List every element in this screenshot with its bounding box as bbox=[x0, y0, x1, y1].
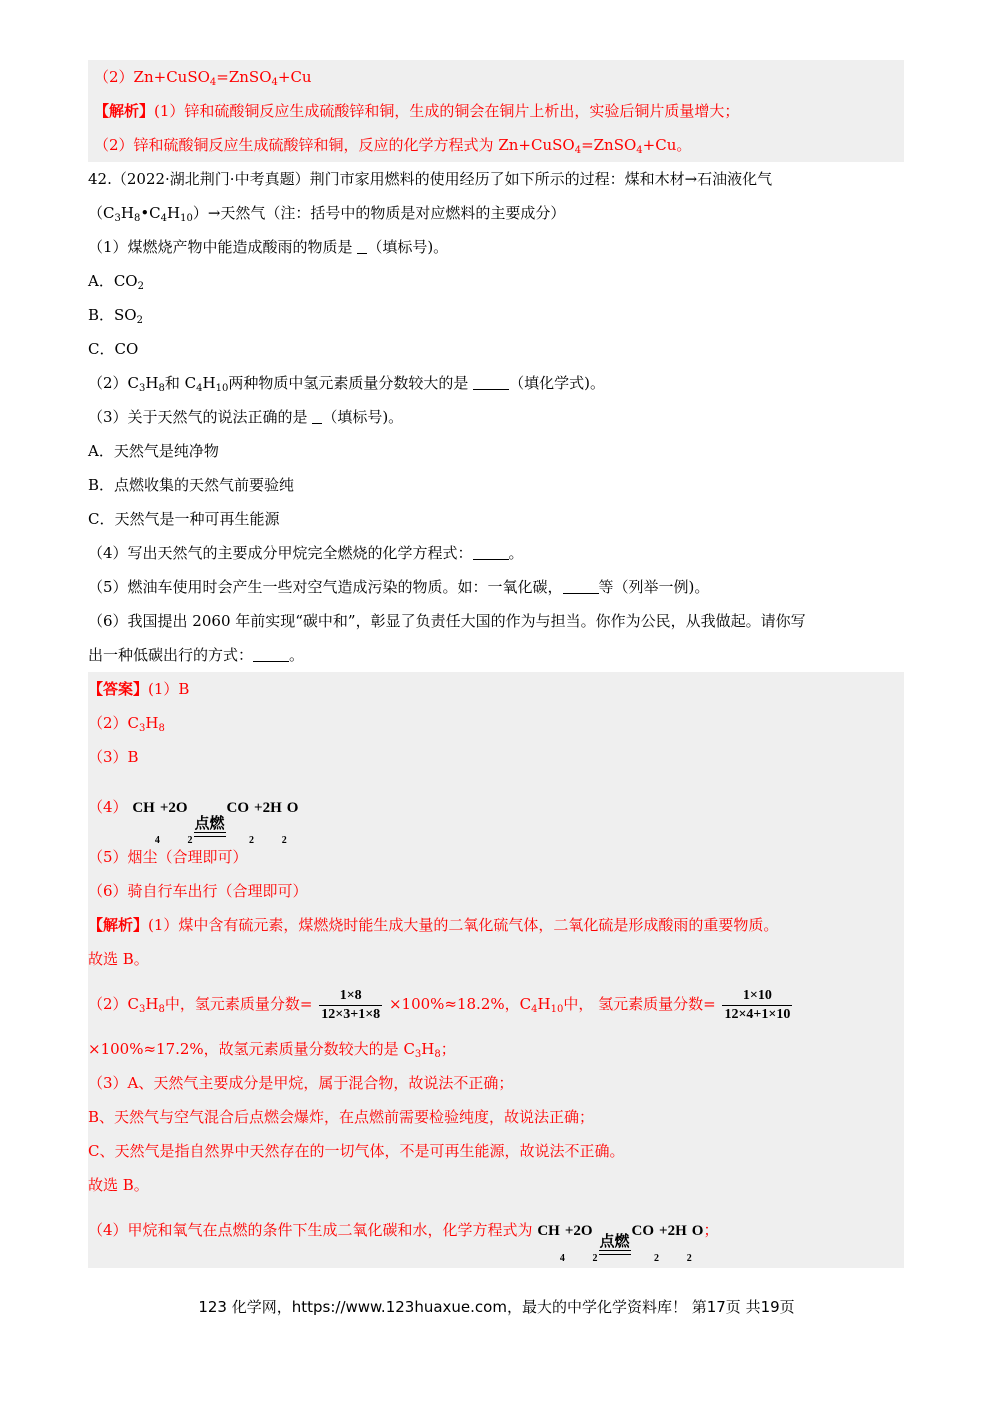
analysis-text: (1）锌和硫酸铜反应生成硫酸锌和铜，生成的铜会在铜片上析出，实验后铜片质量增大； bbox=[154, 102, 740, 120]
sub-question-2 bbox=[88, 366, 904, 400]
equation-text: +2O bbox=[564, 1223, 593, 1239]
analysis-text: C、天然气是指自然界中天然存在的一切气体，不是可再生能源，故说法不正确。 bbox=[88, 1142, 625, 1160]
equals-arrow bbox=[599, 1250, 631, 1255]
question-text: （5）燃油车使用时会产生一些对空气造成污染的物质。如：一氧化碳， bbox=[88, 578, 563, 596]
analysis-text: 中， 氢元素质量分数= bbox=[563, 995, 716, 1013]
prev-analysis-line-2 bbox=[88, 128, 904, 162]
subscript: 8 bbox=[434, 1049, 441, 1060]
analysis-line-6 bbox=[88, 1100, 904, 1134]
question-42 bbox=[88, 162, 904, 672]
answer-blank bbox=[563, 579, 599, 594]
subscript: 4 bbox=[636, 145, 643, 156]
equation-text: +2O bbox=[159, 800, 188, 816]
fraction-numerator: 1×8 bbox=[339, 987, 362, 1003]
question-text: （2）C bbox=[88, 374, 140, 392]
answer-text: （4） bbox=[88, 798, 128, 816]
question-text: H bbox=[167, 204, 181, 222]
combustion-equation: CH 4 +2O 2 点燃 CO 2 +2H 2 O bbox=[132, 775, 298, 841]
reaction-condition-arrow bbox=[599, 1234, 631, 1255]
question-text: H bbox=[202, 374, 216, 392]
sub-question-6-line-2 bbox=[88, 638, 904, 672]
answer-text: （2）C bbox=[88, 714, 140, 732]
analysis-line-8 bbox=[88, 1168, 904, 1202]
equation-text: =ZnSO bbox=[216, 68, 272, 86]
fraction-2 bbox=[722, 987, 792, 1024]
equals-arrow bbox=[194, 832, 226, 837]
reaction-condition-arrow bbox=[194, 816, 226, 837]
option-a bbox=[88, 434, 904, 468]
subscript: 8 bbox=[158, 723, 165, 734]
analysis-text: （2）锌和硫酸铜反应生成硫酸锌和铜，反应的化学方程式为 Zn+CuSO bbox=[94, 136, 575, 154]
analysis-line-7 bbox=[88, 1134, 904, 1168]
question-text: H bbox=[145, 374, 159, 392]
equation-text: CO bbox=[226, 800, 250, 816]
option-b bbox=[88, 298, 904, 332]
equation-text: +Cu bbox=[277, 68, 312, 86]
analysis-line-2 bbox=[88, 942, 904, 976]
question-text: H bbox=[120, 204, 134, 222]
analysis-line-3 bbox=[88, 976, 904, 1032]
question-stem-line-1 bbox=[88, 162, 904, 196]
option-c bbox=[88, 332, 904, 366]
analysis-text: （3）A、天然气主要成分是甲烷，属于混合物，故说法不正确； bbox=[88, 1074, 514, 1092]
analysis-line-4 bbox=[88, 1032, 904, 1066]
answer-blank bbox=[473, 545, 509, 560]
reaction-condition: 点燃 bbox=[599, 1234, 630, 1250]
analysis-text: +Cu。 bbox=[642, 136, 692, 154]
subscript: 3 bbox=[114, 213, 121, 224]
subscript: 4 bbox=[271, 77, 278, 88]
analysis-line-5 bbox=[88, 1066, 904, 1100]
sub-question-5 bbox=[88, 570, 904, 604]
option-text: A．天然气是纯净物 bbox=[88, 442, 219, 460]
analysis-text: =ZnSO bbox=[581, 136, 637, 154]
fraction-1 bbox=[319, 987, 382, 1024]
analysis-label: 【解析】 bbox=[88, 916, 149, 934]
question-text: 。 bbox=[508, 544, 524, 562]
subscript: 10 bbox=[550, 1004, 564, 1015]
answer-line-4 bbox=[88, 774, 904, 846]
equation-text: CO bbox=[631, 1223, 655, 1239]
analysis-text: （4）甲烷和氧气在点燃的条件下生成二氧化碳和水，化学方程式为 bbox=[88, 1221, 533, 1239]
analysis-text: ； bbox=[703, 1221, 719, 1239]
equation-text: +2H bbox=[254, 800, 282, 816]
answer-text: (1）B bbox=[148, 680, 190, 698]
fraction-denominator: 12×3+1×8 bbox=[321, 1006, 381, 1022]
answer-blank bbox=[253, 647, 289, 662]
option-c bbox=[88, 502, 904, 536]
question-text: 和 C bbox=[164, 374, 197, 392]
answer-blank bbox=[312, 409, 322, 424]
subscript: 8 bbox=[133, 213, 141, 224]
analysis-text: 中，氢元素质量分数= bbox=[164, 995, 313, 1013]
question-text: 等（列举一例)。 bbox=[598, 578, 710, 596]
question-text: 42.（2022·湖北荆门·中考真题）荆门市家用燃料的使用经历了如下所示的过程：煤和木材→石油液化气 bbox=[88, 170, 773, 188]
question-text: ）→天然气（注：括号中的物质是对应燃料的主要成分） bbox=[192, 204, 566, 222]
subscript: 3 bbox=[414, 1049, 422, 1060]
subscript: 2 bbox=[137, 281, 144, 292]
page-footer bbox=[0, 1296, 993, 1317]
subscript: 10 bbox=[215, 383, 229, 394]
question-text: （4）写出天然气的主要成分甲烷完全燃烧的化学方程式： bbox=[88, 544, 473, 562]
question-stem-line-2 bbox=[88, 196, 904, 230]
question-text: 两种物质中氢元素质量分数较大的是 bbox=[228, 374, 469, 392]
equation-text: CH bbox=[537, 1223, 560, 1239]
analysis-text: ； bbox=[440, 1040, 456, 1058]
analysis-text: 故选 B。 bbox=[88, 950, 149, 968]
sub-question-6-line-1 bbox=[88, 604, 904, 638]
option-text: B．点燃收集的天然气前要验纯 bbox=[88, 476, 295, 494]
option-text: A．CO bbox=[88, 272, 138, 290]
answer-label: 【答案】 bbox=[88, 680, 149, 698]
subscript: 4 bbox=[209, 77, 217, 88]
question-text: （C bbox=[88, 204, 115, 222]
analysis-text: (1）煤中含有硫元素，煤燃烧时能生成大量的二氧化硫气体，二氧化硫是形成酸雨的重要物质。 bbox=[148, 916, 779, 934]
answer-analysis-block bbox=[88, 672, 904, 1268]
question-text: （填化学式)。 bbox=[509, 374, 605, 392]
fraction-denominator: 12×4+1×10 bbox=[724, 1006, 791, 1022]
analysis-text: H bbox=[145, 995, 159, 1013]
subscript: 8 bbox=[158, 1004, 165, 1015]
equation-text: +2H bbox=[659, 1223, 687, 1239]
question-text: 。 bbox=[289, 646, 305, 664]
subscript: 2 bbox=[136, 315, 143, 326]
fraction-numerator: 1×10 bbox=[742, 987, 772, 1003]
answer-line-1 bbox=[88, 672, 904, 706]
analysis-text: （2）C bbox=[88, 995, 140, 1013]
question-text: 出一种低碳出行的方式： bbox=[88, 646, 254, 664]
subscript: 3 bbox=[139, 1004, 146, 1015]
analysis-line-9 bbox=[88, 1202, 904, 1264]
sub-question-1 bbox=[88, 230, 904, 264]
analysis-text: B、天然气与空气混合后点燃会爆炸，在点燃前需要检验纯度，故说法正确； bbox=[88, 1108, 595, 1126]
answer-blank bbox=[357, 239, 367, 254]
prev-answer-line bbox=[88, 60, 904, 94]
combustion-equation: CH 4 +2O 2 点燃 CO 2 +2H 2 O bbox=[537, 1203, 703, 1259]
equation-text: CH bbox=[132, 800, 155, 816]
subscript: 4 bbox=[196, 383, 203, 394]
question-text: •C bbox=[140, 204, 161, 222]
answer-text: （3）B bbox=[88, 748, 139, 766]
analysis-text: ×100%≈18.2%，C bbox=[388, 995, 532, 1013]
answer-line-2 bbox=[88, 706, 904, 740]
analysis-text: H bbox=[421, 1040, 435, 1058]
equation-text: O bbox=[286, 800, 299, 816]
question-text: （1）煤燃烧产物中能造成酸雨的物质是 bbox=[88, 238, 353, 256]
answer-line-3 bbox=[88, 740, 904, 774]
analysis-text: 故选 B。 bbox=[88, 1176, 149, 1194]
equation-text: O bbox=[691, 1223, 704, 1239]
previous-answer-block bbox=[88, 60, 904, 162]
subscript: 4 bbox=[531, 1004, 538, 1015]
answer-line-5 bbox=[88, 840, 904, 874]
option-text: C．天然气是一种可再生能源 bbox=[88, 510, 280, 528]
document-page bbox=[88, 60, 904, 1268]
reaction-condition: 点燃 bbox=[194, 816, 225, 832]
analysis-text: H bbox=[537, 995, 551, 1013]
prev-analysis-line-1 bbox=[88, 94, 904, 128]
answer-text: H bbox=[145, 714, 159, 732]
answer-line-6 bbox=[88, 874, 904, 908]
answer-text: （6）骑自行车出行（合理即可） bbox=[88, 882, 308, 900]
sub-question-4 bbox=[88, 536, 904, 570]
option-b bbox=[88, 468, 904, 502]
option-a bbox=[88, 264, 904, 298]
sub-question-3 bbox=[88, 400, 904, 434]
analysis-line-1 bbox=[88, 908, 904, 942]
subscript: 3 bbox=[139, 383, 146, 394]
analysis-label: 【解析】 bbox=[94, 102, 155, 120]
option-text: B．SO bbox=[88, 306, 137, 324]
answer-blank bbox=[473, 375, 509, 390]
question-text: （3）关于天然气的说法正确的是 bbox=[88, 408, 308, 426]
subscript: 3 bbox=[139, 723, 146, 734]
subscript: 8 bbox=[158, 383, 165, 394]
subscript: 4 bbox=[160, 213, 168, 224]
question-text: （6）我国提出 2060 年前实现“碳中和”，彰显了负责任大国的作为与担当。你作为公民，从我做起。请你写 bbox=[88, 612, 806, 630]
question-text: （填标号)。 bbox=[322, 408, 404, 426]
footer-text: 123 化学网，https://www.123huaxue.com，最大的中学化学资料库！ 第17页 共19页 bbox=[198, 1298, 795, 1316]
answer-text: （5）烟尘（合理即可） bbox=[88, 848, 248, 866]
equation-text: （2）Zn+CuSO bbox=[94, 68, 210, 86]
question-text: （填标号)。 bbox=[367, 238, 449, 256]
option-text: C．CO bbox=[88, 340, 139, 358]
subscript: 4 bbox=[574, 145, 582, 156]
subscript: 10 bbox=[180, 213, 193, 224]
analysis-text: ×100%≈17.2%，故氢元素质量分数较大的是 C bbox=[88, 1040, 415, 1058]
